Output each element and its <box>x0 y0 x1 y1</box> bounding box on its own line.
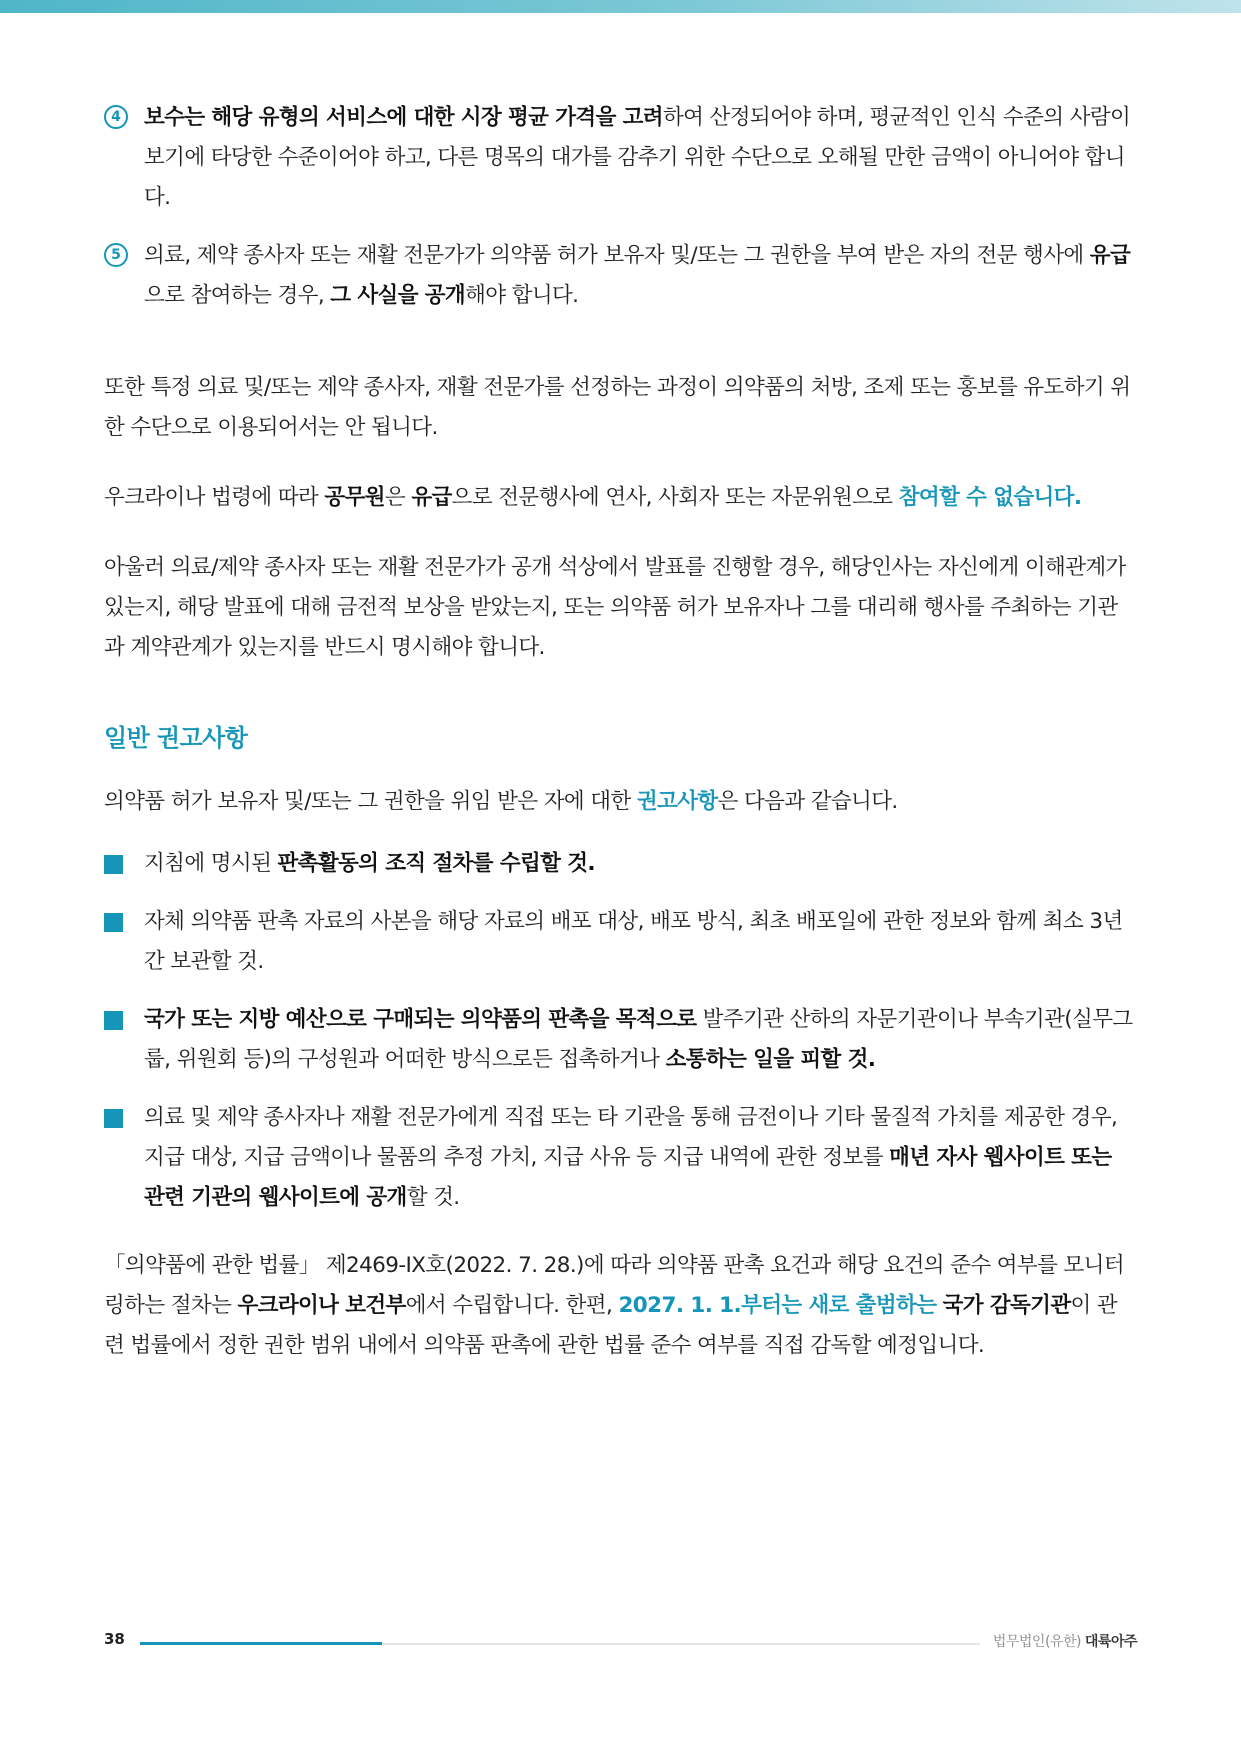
text-run: 자체 의약품 판촉 자료의 사본을 해당 자료의 배포 대상, 배포 방식, 최초 배포일에 관한 정보와 함께 최소 3년간 보관할 것. <box>144 909 1123 974</box>
document-body <box>104 98 1136 1366</box>
bold-text: 우크라이나 보건부 <box>237 1293 406 1318</box>
circled-number-marker: 4 <box>104 98 128 129</box>
bullet-text <box>144 844 1136 884</box>
firm-prefix: 법무법인(유한) <box>992 1634 1081 1650</box>
highlighted-text: 권고사항 <box>636 789 718 814</box>
bullet-item <box>104 1098 1136 1218</box>
highlighted-text: 참여할 수 없습니다. <box>898 485 1082 510</box>
text-run: 은 <box>384 485 412 510</box>
square-bullet <box>104 1098 123 1132</box>
text-run: 의료 및 제약 종사자나 재활 전문가에게 직접 또는 타 기관을 통해 금전이나 기타 물질적 가치를 제공한 경우, 지급 대상, 지급 금액이나 물품의 추정 가치, 지급 사유 등 지급 내역에 관한 정보를 <box>144 1105 1118 1170</box>
numbered-item-text <box>144 98 1136 218</box>
paragraph-selection-process <box>104 368 1136 448</box>
text-run: 의약품 허가 보유자 및/또는 그 권한을 위임 받은 자에 대한 <box>104 789 637 814</box>
paragraph-public-officials <box>104 478 1136 518</box>
text-run: 아울러 의료/제약 종사자 또는 재활 전문가가 공개 석상에서 발표를 진행할 경우, 해당인사는 자신에게 이해관계가 있는지, 해당 발표에 대해 금전적 보상을 받았는지, 또는 의약품 허가 보유자나 그를 대리해 행사를 주최하는 기관과 계약관계가 있는지를 반드시 명시해야 합니다. <box>104 555 1126 660</box>
bold-text: 유급 <box>1089 243 1131 268</box>
firm-name <box>993 1631 1137 1651</box>
bold-text: 매년 자사 웹사이트 또는 관련 기관의 웹사이트에 공개 <box>144 1145 1112 1210</box>
closing-paragraph <box>104 1246 1136 1366</box>
recommendations-intro <box>104 782 1136 822</box>
top-decorative-bar <box>0 0 1241 13</box>
text-run: 지침에 명시된 <box>144 851 278 876</box>
bullet-item <box>104 902 1136 982</box>
footer-rule-accent <box>140 1642 382 1645</box>
text-run: 이 관련 법률에서 정한 권한 범위 내에서 의약품 판촉에 관한 법률 준수 여부를 직접 감독할 예정입니다. <box>104 1293 1118 1358</box>
bullet-text <box>144 1000 1136 1080</box>
bullet-item <box>104 1000 1136 1080</box>
text-run: 「의약품에 관한 법률」 제2469-IX호(2022. 7. 28.)에 따라 의약품 판촉 요건과 해당 요건의 준수 여부를 모니터링하는 절차는 <box>104 1253 1125 1318</box>
text-run: 할 것. <box>406 1185 460 1210</box>
text-run: 또한 특정 의료 및/또는 제약 종사자, 재활 전문가를 선정하는 과정이 의약품의 처방, 조제 또는 홍보를 유도하기 위한 수단으로 이용되어서는 안 됩니다. <box>104 375 1131 440</box>
bold-text: 국가 감독기관 <box>942 1293 1071 1318</box>
text-run: 으로 참여하는 경우, <box>144 283 331 308</box>
text-run: 으로 전문행사에 연사, 사회자 또는 자문위원으로 <box>451 485 899 510</box>
bold-text: 판촉활동의 조직 절차를 수립할 것. <box>277 851 595 876</box>
bold-text: 국가 또는 지방 예산으로 구매되는 의약품의 판촉을 목적으로 <box>144 1007 697 1032</box>
numbered-item-4 <box>104 98 1136 218</box>
text-run: 의료, 제약 종사자 또는 재활 전문가가 의약품 허가 보유자 및/또는 그 권한을 부여 받은 자의 전문 행사에 <box>144 243 1090 268</box>
firm-name-strong: 대륙아주 <box>1084 1634 1137 1650</box>
text-run: 에서 수립합니다. 한편, <box>405 1293 619 1318</box>
bullet-text <box>144 902 1136 982</box>
bold-text: 그 사실을 공개 <box>330 283 466 308</box>
numbered-item-text <box>144 236 1136 316</box>
square-bullet <box>104 902 123 936</box>
text-run: 우크라이나 법령에 따라 <box>104 485 325 510</box>
paragraph-disclosure <box>104 548 1136 668</box>
bullet-item <box>104 844 1136 884</box>
section-heading: 일반 권고사항 <box>104 724 248 752</box>
text-run: 해야 합니다. <box>465 283 579 308</box>
page-number: 38 <box>104 1630 125 1648</box>
bullet-text <box>144 1098 1136 1218</box>
bold-text: 공무원 <box>324 485 385 510</box>
text-run: 하여 산정되어야 하며, 평균적인 인식 수준의 사람이 보기에 타당한 수준이어야 하고, 다른 명목의 대가를 감추기 위한 수단으로 오해될 만한 금액이 아니어야 합니다. <box>144 105 1131 210</box>
highlighted-text: 2027. 1. 1.부터는 새로 출범하는 <box>618 1293 937 1318</box>
text-run: 은 다음과 같습니다. <box>717 789 898 814</box>
circled-number-marker: 5 <box>104 236 128 267</box>
text-run: 발주기관 산하의 자문기관이나 부속기관(실무그룹, 위원회 등)의 구성원과 어떠한 방식으로든 접촉하거나 <box>144 1007 1133 1072</box>
numbered-item-5 <box>104 236 1136 316</box>
bold-text: 소통하는 일을 피할 것. <box>665 1047 876 1072</box>
square-bullet <box>104 844 123 878</box>
bold-text: 보수는 해당 유형의 서비스에 대한 시장 평균 가격을 고려 <box>144 105 663 130</box>
square-bullet <box>104 1000 123 1034</box>
bold-text: 유급 <box>411 485 452 510</box>
